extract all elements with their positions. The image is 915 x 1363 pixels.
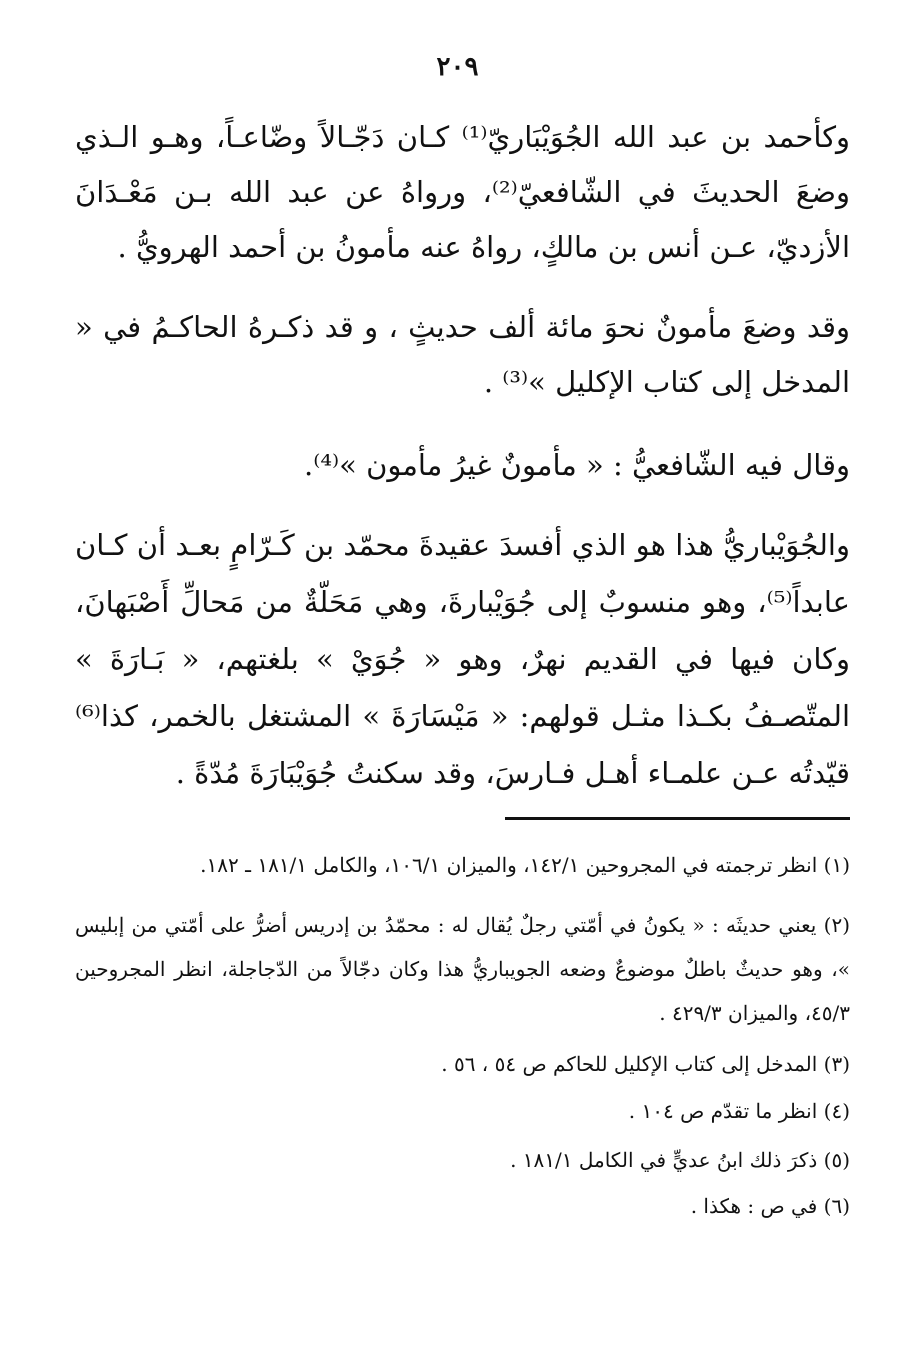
paragraph-4: والجُوَيْباريُّ هذا هو الذي أفسدَ عقيدةَ محمّد بن كَـرّامٍ بعـد أن كـان عابداً⁽⁵⁾، وهو منسوبٌ إلى جُوَيْبارةَ، وهي مَحَلّةٌ من مَحالِّ أَصْبَهانَ، وكان فيها في القديم نهرٌ، وهو « جُوَيْ » بلغتهم، « بَـارَةَ » المتّصـفُ بكـذا مثـل قولهم: « مَيْسَارَةَ » المشتغل بالخمر، كذا⁽⁶⁾ قيّدتُه عـن علمـاء أهـل فـارسَ، وقد سكنتُ جُوَيْبَارَةَ مُدّةً . xyxy=(75,528,850,790)
paragraph-2: وقد وضعَ مأمونٌ نحوَ مائة ألف حديثٍ ، و قد ذكـرهُ الحاكـمُ في « المدخل إلى كتاب الإكليل »⁽³⁾ . xyxy=(75,310,850,399)
footnote-2: (٢) يعني حديثَه : « يكونُ في أمّتي رجلٌ يُقال له : محمّدُ بن إدريس أضرُّ على أمّتي من إبليس »، وهو حديثٌ باطلٌ موضوعٌ وضعه الجويباريُّ هذا وكان دجّالاً من الدّجاجلة، انظر المجروحين ٤٥/٣، والميزان ٤٢٩/٣ . xyxy=(75,913,850,1025)
footnote-separator xyxy=(505,817,850,820)
page-number: ٢٠٩ xyxy=(436,52,479,82)
footnote-5: (٥) ذكرَ ذلك ابنُ عديٍّ في الكامل ١٨١/١ . xyxy=(510,1148,850,1172)
paragraph-3: وقال فيه الشّافعيُّ : « مأمونٌ غيرُ مأمون »⁽⁴⁾. xyxy=(304,448,850,482)
footnote-3: (٣) المدخل إلى كتاب الإكليل للحاكم ص ٥٤ ، ٥٦ . xyxy=(441,1052,850,1076)
footnote-4: (٤) انظر ما تقدّم ص ١٠٤ . xyxy=(628,1099,850,1123)
paragraph-1: وكأحمد بن عبد الله الجُوَيْبَاريّ⁽¹⁾ كـان دَجّـالاً وضّاعـاً، وهـو الـذي وضعَ الحديثَ في الشّافعيّ⁽²⁾، ورواهُ عن عبد الله بـن مَعْـدَانَ الأزديّ، عـن أنس بن مالكٍ، رواهُ عنه مأمونُ بن أحمد الهرويُّ . xyxy=(75,120,851,264)
footnote-1: (١) انظر ترجمته في المجروحين ١٤٢/١، والميزان ١٠٦/١، والكامل ١٨١/١ ـ ١٨٢. xyxy=(200,853,850,877)
footnote-6: (٦) في ص : هكذا . xyxy=(690,1194,850,1218)
